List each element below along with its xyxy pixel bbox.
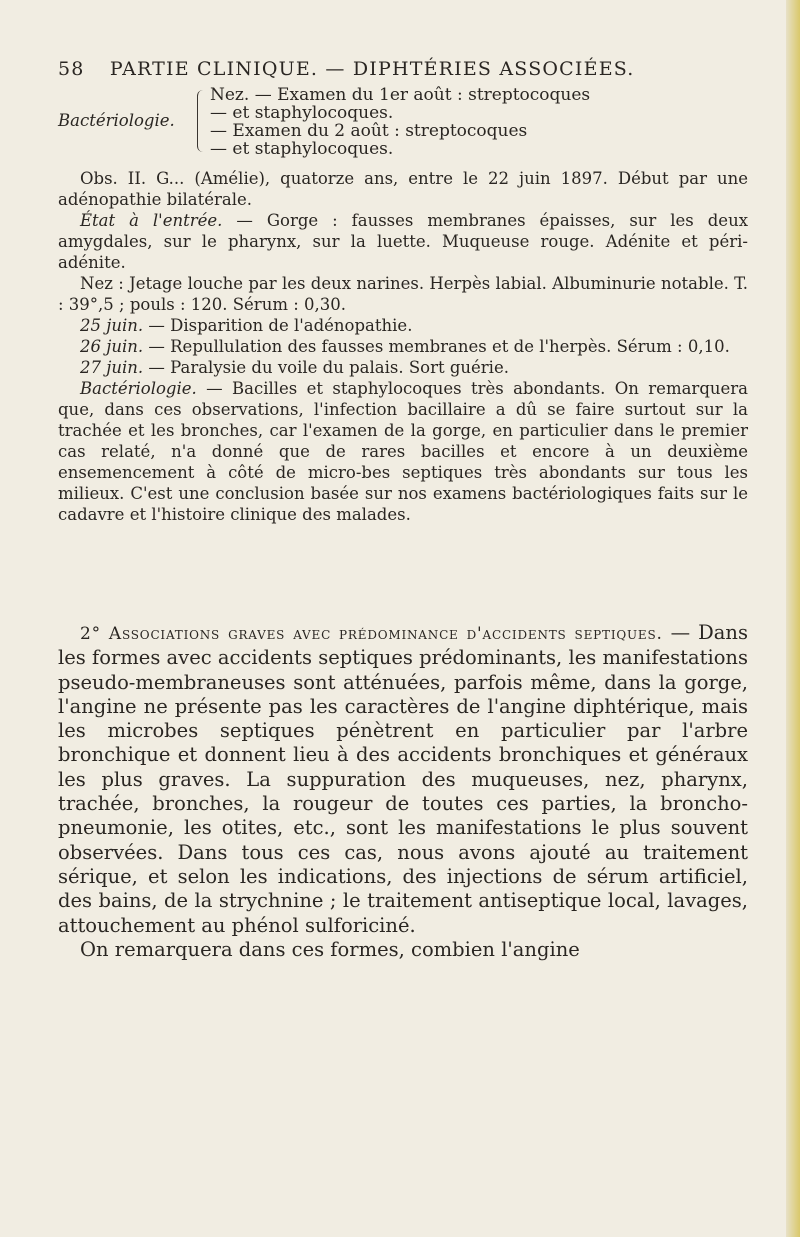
bact-text: — Bacilles et staphylocoques très abondants. On remarquera que, dans ces observations, l'infection bacillaire a dû se faire surtout sur la trachée et les bronches, car l'examen de la gorge, en particulier dans le premier cas relaté, n'a donné que de rares bacilles et encore à un deuxième ensemencement à côté de micro-bes septiques très abondants sur tous les milieux. C'est une conclusion basée sur nos examens bactériologiques faits sur le cadavre et l'histoire clinique des malades. [58, 379, 748, 524]
etat-label: État à l'entrée. [80, 211, 223, 230]
observation-text [58, 168, 748, 525]
bacteriologie-line: — et staphylocoques. [210, 103, 394, 123]
date-text: — Paralysie du voile du palais. Sort guérie. [143, 358, 509, 377]
bacteriologie-line: — et staphylocoques. [210, 139, 394, 159]
section-body: — Dans les formes avec accidents septiques prédominants, les manifestations pseudo-membraneuses sont atténuées, parfois même, dans la gorge, l'angine ne présente pas les caractères de l'angine diphtérique, mais les microbes septiques pénètrent en particulier par l'arbre bronchique et donnent lieu à des accidents bronchiques et généraux les plus graves. La suppuration des muqueuses, nez, pharynx, trachée, bronches, la rougeur de toutes ces parties, la broncho-pneumonie, les otites, etc., sont les manifestations le plus souvent observées. Dans tous ces cas, nous avons ajouté au traitement sérique, et selon les indications, des injections de sérum artificiel, des bains, de la strychnine ; le traitement antiseptique local, lavages, attouchement au phénol sulforiciné. [58, 621, 748, 937]
obs-intro: Obs. II. G... (Amélie), quatorze ans, entre le 22 juin 1897. Début par une adénopathie bilatérale. [58, 169, 748, 209]
obs-25-juin [58, 315, 748, 336]
date-label: 26 juin. [80, 337, 144, 356]
page-edge [786, 0, 800, 1237]
brace [197, 90, 205, 152]
date-text: — Disparition de l'adénopathie. [143, 316, 413, 335]
section-heading: 2° Associations graves avec prédominance d'accidents septiques. [80, 624, 663, 644]
bacteriologie-line: Nez. — Examen du 1er août : streptocoques [210, 85, 591, 105]
bacteriologie-block [58, 86, 758, 158]
obs-27-juin [58, 357, 748, 378]
running-head [58, 58, 758, 80]
bacteriologie-lines [210, 86, 590, 158]
running-title: PARTIE CLINIQUE. — DIPHTÉRIES ASSOCIÉES. [109, 58, 635, 80]
bacteriologie-label: Bactériologie. [58, 111, 175, 130]
section-associations-graves [58, 621, 748, 962]
page-number: 58 [58, 58, 85, 80]
obs-etat [58, 210, 748, 273]
etat-text: — Gorge : fausses membranes épaisses, sur les deux amygdales, sur le pharynx, sur la luette. Muqueuse rouge. Adénite et péri-adénite. [58, 211, 748, 272]
date-text: — Repullulation des fausses membranes et de l'herpès. Sérum : 0,10. [143, 337, 730, 356]
obs-bacteriologie [58, 378, 748, 525]
obs-nez: Nez : Jetage louche par les deux narines. Herpès labial. Albuminurie notable. T. : 39°,5 ; pouls : 120. Sérum : 0,30. [58, 274, 748, 314]
section-paragraph-1 [58, 621, 748, 938]
bacteriologie-line: — Examen du 2 août : streptocoques [210, 121, 528, 141]
date-label: 27 juin. [80, 358, 144, 377]
date-label: 25 juin. [80, 316, 144, 335]
section-paragraph-2: On remarquera dans ces formes, combien l'angine [80, 937, 580, 961]
obs-26-juin [58, 336, 748, 357]
bact-label: Bactériologie. [80, 379, 197, 398]
